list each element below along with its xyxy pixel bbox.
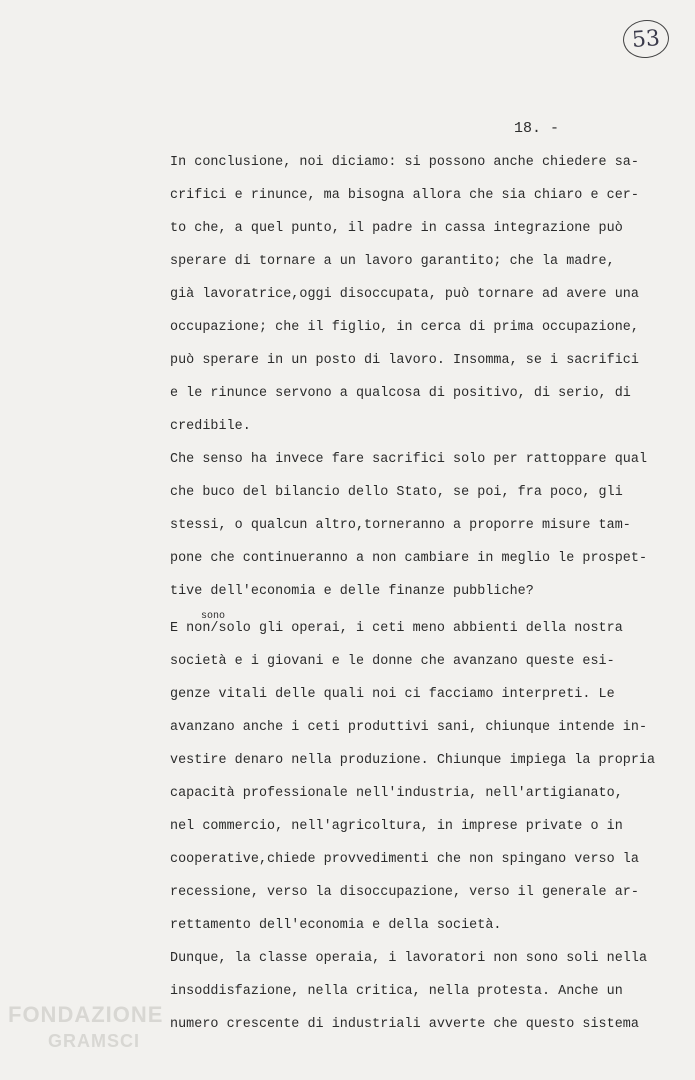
text-line: stessi, o qualcun altro,torneranno a proporre misure tam- (170, 518, 631, 533)
text-line: società e i giovani e le donne che avanzano queste esi- (170, 654, 615, 669)
text-line: già lavoratrice,oggi disoccupata, può tornare ad avere una (170, 287, 639, 302)
text-line: genze vitali delle quali noi ci facciamo interpreti. Le (170, 687, 615, 702)
text-line: occupazione; che il figlio, in cerca di prima occupazione, (170, 320, 639, 335)
text-line: tive dell'economia e delle finanze pubbliche? (170, 584, 534, 599)
watermark-line-2: GRAMSCI (48, 1031, 140, 1051)
text-line: recessione, verso la disoccupazione, verso il generale ar- (170, 885, 639, 900)
text-line: insoddisfazione, nella critica, nella protesta. Anche un (170, 984, 623, 999)
text-line: nel commercio, nell'agricoltura, in imprese private o in (170, 819, 623, 834)
text-line: credibile. (170, 419, 251, 434)
text-line: pone che continueranno a non cambiare in meglio le prospet- (170, 551, 648, 566)
text-line: In conclusione, noi diciamo: si possono anche chiedere sa- (170, 155, 639, 170)
watermark-line-1: FONDAZIONE (8, 1002, 164, 1027)
text-line: to che, a quel punto, il padre in cassa integrazione può (170, 221, 623, 236)
text-line: capacità professionale nell'industria, nell'artigianato, (170, 786, 623, 801)
text-line: può sperare in un posto di lavoro. Insomma, se i sacrifici (170, 353, 639, 368)
text-line: sperare di tornare a un lavoro garantito; che la madre, (170, 254, 615, 269)
handwritten-insertion: sono (201, 611, 226, 622)
handwritten-folio-number: 53 (631, 26, 661, 53)
text-line: rettamento dell'economia e della società. (170, 918, 502, 933)
text-line: cooperative,chiede provvedimenti che non spingano verso la (170, 852, 639, 867)
text-line: crifici e rinunce, ma bisogna allora che sia chiaro e cer- (170, 188, 639, 203)
text-line: e le rinunce servono a qualcosa di positivo, di serio, di (170, 386, 631, 401)
text-line: Che senso ha invece fare sacrifici solo per rattoppare qual (170, 452, 648, 467)
watermark-logo (8, 1002, 163, 1054)
text-line: Dunque, la classe operaia, i lavoratori non sono soli nella (170, 951, 648, 966)
page-number: 18. - (514, 120, 560, 137)
text-line: avanzano anche i ceti produttivi sani, chiunque intende in- (170, 720, 648, 735)
text-line: che buco del bilancio dello Stato, se poi, fra poco, gli (170, 485, 623, 500)
text-line: E non/solo gli operai, i ceti meno abbienti della nostra (170, 621, 623, 636)
text-line: vestire denaro nella produzione. Chiunque impiega la propria (170, 753, 656, 768)
text-line: numero crescente di industriali avverte che questo sistema (170, 1017, 639, 1032)
